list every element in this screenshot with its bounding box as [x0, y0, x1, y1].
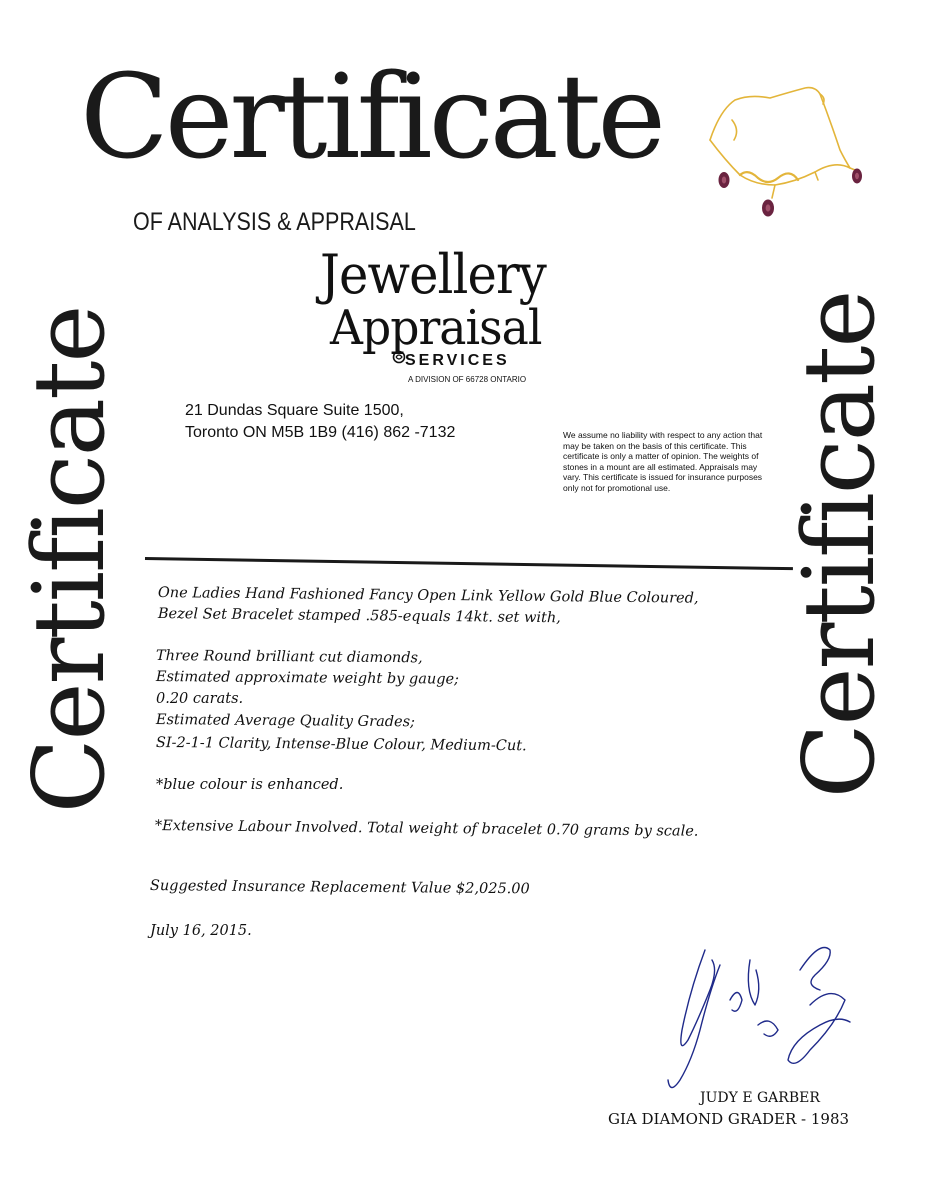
- company-address: [185, 400, 455, 444]
- description-line: 0.20 carats.: [156, 691, 244, 707]
- liability-disclaimer: We assume no liability with respect to any action that may be taken on the basis of this certificate. This certificate is only a matter of opinion. The weights of stones in a mount are all estimated. Appraisals may vary. This certificate is issued for insurance purposes only not for promotional use.: [563, 430, 763, 493]
- address-line-1: 21 Dundas Square Suite 1500,: [185, 402, 404, 419]
- side-label-left: Certificate: [13, 306, 127, 814]
- logo-swirl-icon: [392, 350, 406, 364]
- signature-image: [660, 930, 860, 1100]
- description-note: *blue colour is enhanced.: [156, 777, 344, 793]
- signer-name: JUDY E GARBER: [700, 1090, 820, 1106]
- description-line: Bezel Set Bracelet stamped .585-equals 14kt. set with,: [157, 606, 561, 627]
- description-note: *Extensive Labour Involved. Total weight of bracelet 0.70 grams by scale.: [154, 818, 699, 840]
- signer-title: GIA DIAMOND GRADER - 1983: [608, 1110, 850, 1128]
- divider-rule: [145, 557, 793, 570]
- description-line: Estimated approximate weight by gauge;: [155, 669, 460, 688]
- logo-jewellery: Jewellery: [320, 243, 546, 306]
- logo-services: SERVICES: [405, 352, 510, 369]
- logo-appraisal: Appraisal: [330, 300, 542, 356]
- bracelet-photo: [680, 80, 880, 230]
- certificate-subtitle: OF ANALYSIS & APPRAISAL: [133, 208, 416, 236]
- address-line-2: Toronto ON M5B 1B9 (416) 862 -7132: [185, 424, 456, 441]
- certificate-title: Certificate: [80, 50, 662, 185]
- description-line: SI-2-1-1 Clarity, Intense-Blue Colour, Medium-Cut.: [155, 735, 527, 755]
- certificate-date: July 16, 2015.: [150, 923, 252, 939]
- side-label-right: Certificate: [783, 291, 897, 799]
- replacement-value: Suggested Insurance Replacement Value $2,025.00: [149, 878, 530, 898]
- description-line: Three Round brilliant cut diamonds,: [155, 648, 423, 667]
- logo-division: A DIVISION OF 66728 ONTARIO: [408, 375, 527, 384]
- description-line: One Ladies Hand Fashioned Fancy Open Link Yellow Gold Blue Coloured,: [157, 585, 699, 607]
- description-line: Estimated Average Quality Grades;: [155, 712, 416, 731]
